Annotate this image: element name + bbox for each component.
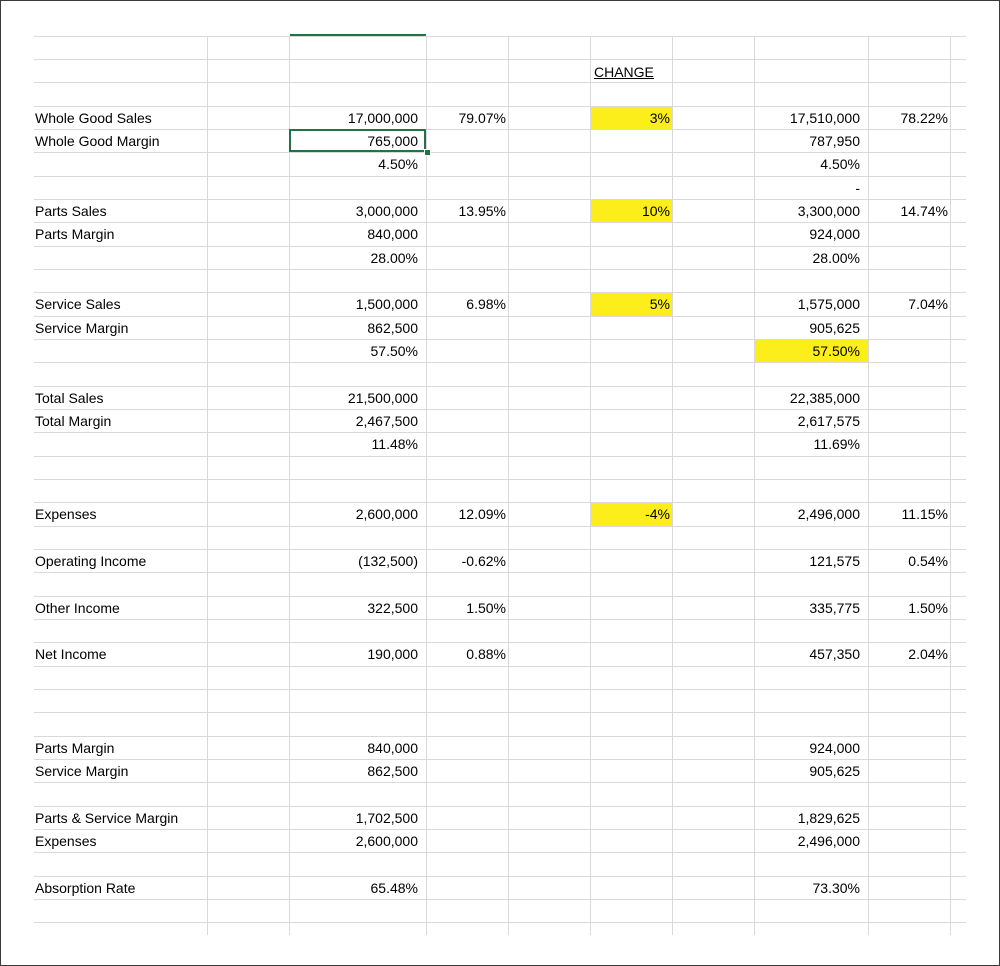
gridline-v	[950, 36, 951, 935]
current-value[interactable]: 4.50%	[378, 156, 418, 172]
projected-value[interactable]: 2,617,575	[797, 413, 860, 429]
current-value[interactable]: 3,000,000	[355, 203, 418, 219]
current-percent[interactable]: 0.88%	[466, 646, 506, 662]
projected-percent[interactable]: 14.74%	[900, 203, 948, 219]
gridline-h	[34, 59, 966, 60]
row-label[interactable]: Service Margin	[35, 763, 129, 779]
gridline-h	[34, 899, 966, 900]
row-label[interactable]: Other Income	[35, 600, 120, 616]
gridline-h	[34, 526, 966, 527]
projected-value[interactable]: 457,350	[809, 646, 860, 662]
current-value[interactable]: 190,000	[367, 646, 418, 662]
gridline-h	[34, 619, 966, 620]
row-label[interactable]: Whole Good Margin	[35, 133, 160, 149]
row-label[interactable]: Total Sales	[35, 390, 104, 406]
current-value[interactable]: 1,702,500	[355, 810, 418, 826]
projected-value[interactable]: 2,496,000	[797, 506, 860, 522]
gridline-h	[34, 82, 966, 83]
change-percent[interactable]: 10%	[641, 203, 670, 219]
change-percent[interactable]: -4%	[645, 506, 670, 522]
current-percent[interactable]: 13.95%	[458, 203, 506, 219]
gridline-h	[34, 479, 966, 480]
change-column-header[interactable]: CHANGE	[594, 64, 654, 80]
gridline-v	[207, 36, 208, 935]
projected-value[interactable]: 924,000	[809, 740, 860, 756]
projected-value[interactable]: 3,300,000	[797, 203, 860, 219]
gridline-v	[508, 36, 509, 935]
current-value[interactable]: 57.50%	[370, 343, 418, 359]
projected-value[interactable]: 1,829,625	[797, 810, 860, 826]
current-value[interactable]: 840,000	[367, 740, 418, 756]
row-label[interactable]: Parts Margin	[35, 740, 115, 756]
current-value[interactable]: 2,600,000	[355, 833, 418, 849]
projected-value[interactable]: 2,496,000	[797, 833, 860, 849]
gridline-v	[672, 36, 673, 935]
change-percent[interactable]: 3%	[649, 110, 670, 126]
current-value[interactable]: 1,500,000	[355, 296, 418, 312]
projected-percent[interactable]: 2.04%	[908, 646, 948, 662]
gridline-h	[34, 689, 966, 690]
projected-value[interactable]: 335,775	[809, 600, 860, 616]
current-value[interactable]: 28.00%	[370, 250, 418, 266]
gridline-h	[34, 362, 966, 363]
projected-value[interactable]: 924,000	[809, 226, 860, 242]
row-label[interactable]: Parts & Service Margin	[35, 810, 179, 826]
gridline-h	[34, 852, 966, 853]
change-percent[interactable]: 5%	[649, 296, 670, 312]
projected-value[interactable]: 4.50%	[820, 156, 860, 172]
current-value[interactable]: 840,000	[367, 226, 418, 242]
current-value[interactable]: 322,500	[367, 600, 418, 616]
current-value[interactable]: 862,500	[367, 320, 418, 336]
projected-percent[interactable]: 11.15%	[901, 506, 948, 522]
projected-value[interactable]: 17,510,000	[789, 110, 860, 126]
projected-percent[interactable]: 0.54%	[908, 553, 948, 569]
projected-value[interactable]: 28.00%	[812, 250, 860, 266]
gridline-h	[34, 666, 966, 667]
selected-cell-indicator	[289, 129, 426, 152]
current-percent[interactable]: -0.62%	[461, 553, 506, 569]
projected-value[interactable]: 787,950	[809, 133, 860, 149]
current-value[interactable]: 862,500	[367, 763, 418, 779]
projected-value[interactable]: 57.50%	[812, 343, 860, 359]
current-percent[interactable]: 12.09%	[458, 506, 506, 522]
gridline-h	[34, 712, 966, 713]
row-label[interactable]: Total Margin	[35, 413, 112, 429]
row-label[interactable]: Service Margin	[35, 320, 129, 336]
gridline-h	[34, 782, 966, 783]
gridline-h	[34, 269, 966, 270]
projected-percent[interactable]: 78.22%	[900, 110, 948, 126]
current-percent[interactable]: 79.07%	[458, 110, 506, 126]
projected-value[interactable]: 121,575	[809, 553, 860, 569]
fill-handle[interactable]	[424, 149, 431, 156]
gridline-v	[426, 36, 427, 935]
row-label[interactable]: Parts Sales	[35, 203, 107, 219]
row-label[interactable]: Net Income	[35, 646, 107, 662]
current-value[interactable]: 2,600,000	[355, 506, 418, 522]
current-percent[interactable]: 1.50%	[466, 600, 506, 616]
current-value[interactable]: 65.48%	[370, 880, 418, 896]
active-column-indicator	[290, 34, 426, 36]
current-value[interactable]: 11.48%	[371, 436, 418, 452]
gridline-h	[34, 456, 966, 457]
projected-value[interactable]: 22,385,000	[789, 390, 860, 406]
row-label[interactable]: Parts Margin	[35, 226, 115, 242]
projected-value[interactable]: 905,625	[809, 320, 860, 336]
gridline-h	[34, 572, 966, 573]
current-percent[interactable]: 6.98%	[466, 296, 506, 312]
projected-value[interactable]: 1,575,000	[797, 296, 860, 312]
current-value[interactable]: 17,000,000	[347, 110, 418, 126]
gridline-v	[868, 36, 869, 935]
projected-value[interactable]: 905,625	[809, 763, 860, 779]
row-label[interactable]: Expenses	[35, 833, 97, 849]
row-label[interactable]: Whole Good Sales	[35, 110, 152, 126]
gridline-h	[34, 922, 966, 923]
projected-value[interactable]: 11.69%	[813, 436, 860, 452]
projected-percent[interactable]: 7.04%	[908, 296, 948, 312]
row-label[interactable]: Absorption Rate	[35, 880, 136, 896]
current-value[interactable]: 2,467,500	[355, 413, 418, 429]
row-label[interactable]: Expenses	[35, 506, 97, 522]
projected-percent[interactable]: 1.50%	[908, 600, 948, 616]
current-value[interactable]: (132,500)	[358, 553, 418, 569]
current-value[interactable]: 21,500,000	[347, 390, 418, 406]
projected-value[interactable]: 73.30%	[812, 880, 860, 896]
row-label[interactable]: Operating Income	[35, 553, 147, 569]
gridline-v	[754, 36, 755, 935]
projected-value[interactable]: -	[855, 180, 860, 196]
gridline-h	[34, 36, 966, 37]
gridline-v	[590, 36, 591, 935]
row-label[interactable]: Service Sales	[35, 296, 121, 312]
current-value[interactable]: 765,000	[367, 133, 418, 149]
